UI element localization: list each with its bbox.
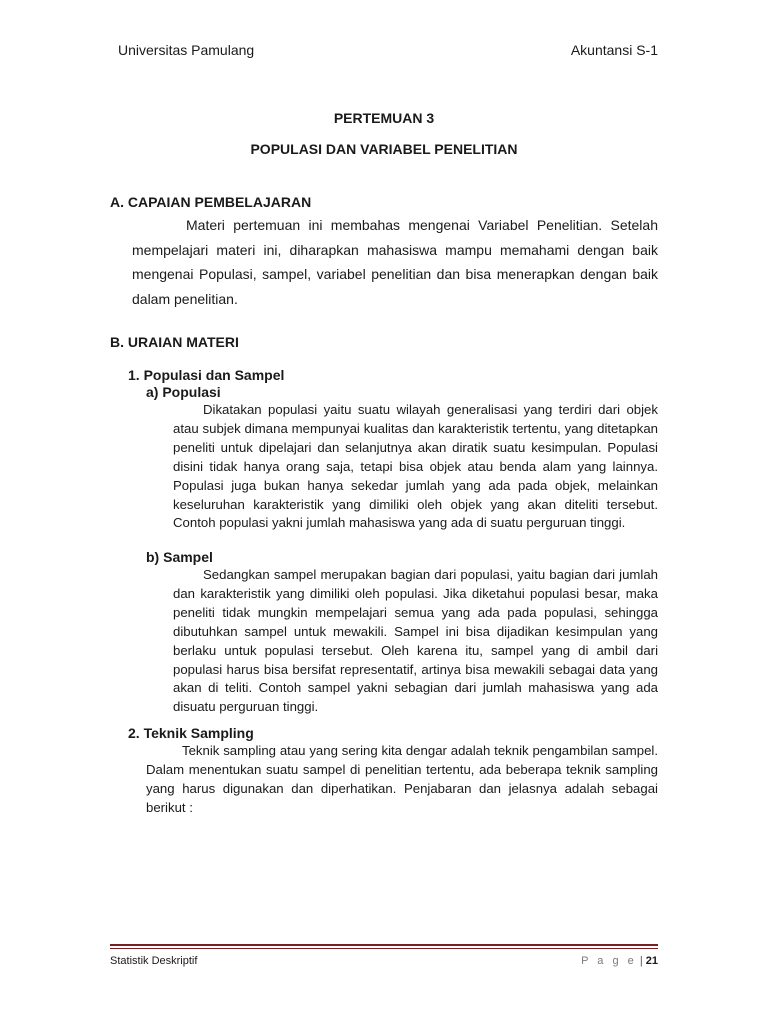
populasi-text: Dikatakan populasi yaitu suatu wilayah generalisasi yang terdiri dari objek atau subjek dimana mempunyai kualitas dan karakteristik tertentu, yang ditetapkan peneliti untuk dipelajari dan selanjutnya akan diratik suatu kesimpulan. Populasi disini tidak hanya orang saja, tetapi bisa objek atau benda alam yang lainnya. Populasi juga bukan hanya sekedar jumlah yang ada pada objek, melainkan keseluruhan karakteristik yang dimiliki oleh objek yang akan diteliti tersebut. Contoh populasi yakni jumlah mahasiswa yang ada di suatu perguruan tinggi.	[173, 402, 658, 531]
item1-heading: 1. Populasi dan Sampel	[128, 367, 285, 383]
page-label: P a g e	[581, 955, 637, 967]
section-a-heading: A. CAPAIAN PEMBELAJARAN	[110, 194, 312, 210]
footer-rule-thin	[110, 948, 658, 949]
section-b-heading: B. URAIAN MATERI	[110, 334, 239, 350]
teknik-sampling-text: Teknik sampling atau yang sering kita dengar adalah teknik pengambilan sampel. Dalam menentukan suatu sampel di penelitian tertentu, ada beberapa teknik sampling yang harus digunakan dan diperhatikan. Penjabaran dan jelasnya adalah sebagai berikut :	[146, 743, 658, 815]
teknik-sampling-paragraph	[146, 742, 658, 818]
footer-course: Statistik Deskriptif	[110, 955, 198, 967]
footer-rule	[110, 944, 658, 946]
page-number: 21	[645, 955, 658, 967]
item2-heading: 2. Teknik Sampling	[128, 725, 254, 741]
populasi-paragraph	[173, 401, 658, 533]
header-institution: Universitas Pamulang	[118, 42, 255, 58]
section-a-paragraph	[132, 213, 658, 311]
item1b-heading: b) Sampel	[146, 549, 213, 565]
header-program: Akuntansi S-1	[570, 42, 658, 58]
sampel-text: Sedangkan sampel merupakan bagian dari populasi, yaitu bagian dari jumlah dan karakteristik yang dimiliki oleh populasi. Jika diketahui populasi besar, maka peneliti tidak mungkin mempelajari semua yang ada pada populasi, sehingga dibutuhkan sampel untuk mewakili. Sampel ini bisa dijadikan kesimpulan yang berlaku untuk populasi tersebut. Oleh karena itu, sampel yang di ambil dari populasi harus bisa bersifat representatif, artinya bisa mewakili sebagai data yang akan di teliti. Contoh sampel yakni sebagian dari jumlah mahasiswa yang ada disuatu perguruan tinggi.	[173, 567, 658, 715]
item1a-heading: a) Populasi	[146, 384, 221, 400]
meeting-title: PERTEMUAN 3	[333, 110, 435, 126]
chapter-title: POPULASI DAN VARIABEL PENELITIAN	[250, 141, 518, 157]
footer-page	[581, 955, 658, 967]
section-a-text: Materi pertemuan ini membahas mengenai Variabel Penelitian. Setelah mempelajari materi ini, diharapkan mahasiswa mampu memahami dengan baik mengenai Populasi, sampel, variabel penelitian dan bisa menerapkan dengan baik dalam penelitian.	[132, 217, 658, 307]
sampel-paragraph	[173, 566, 658, 717]
page-separator: |	[639, 955, 643, 967]
